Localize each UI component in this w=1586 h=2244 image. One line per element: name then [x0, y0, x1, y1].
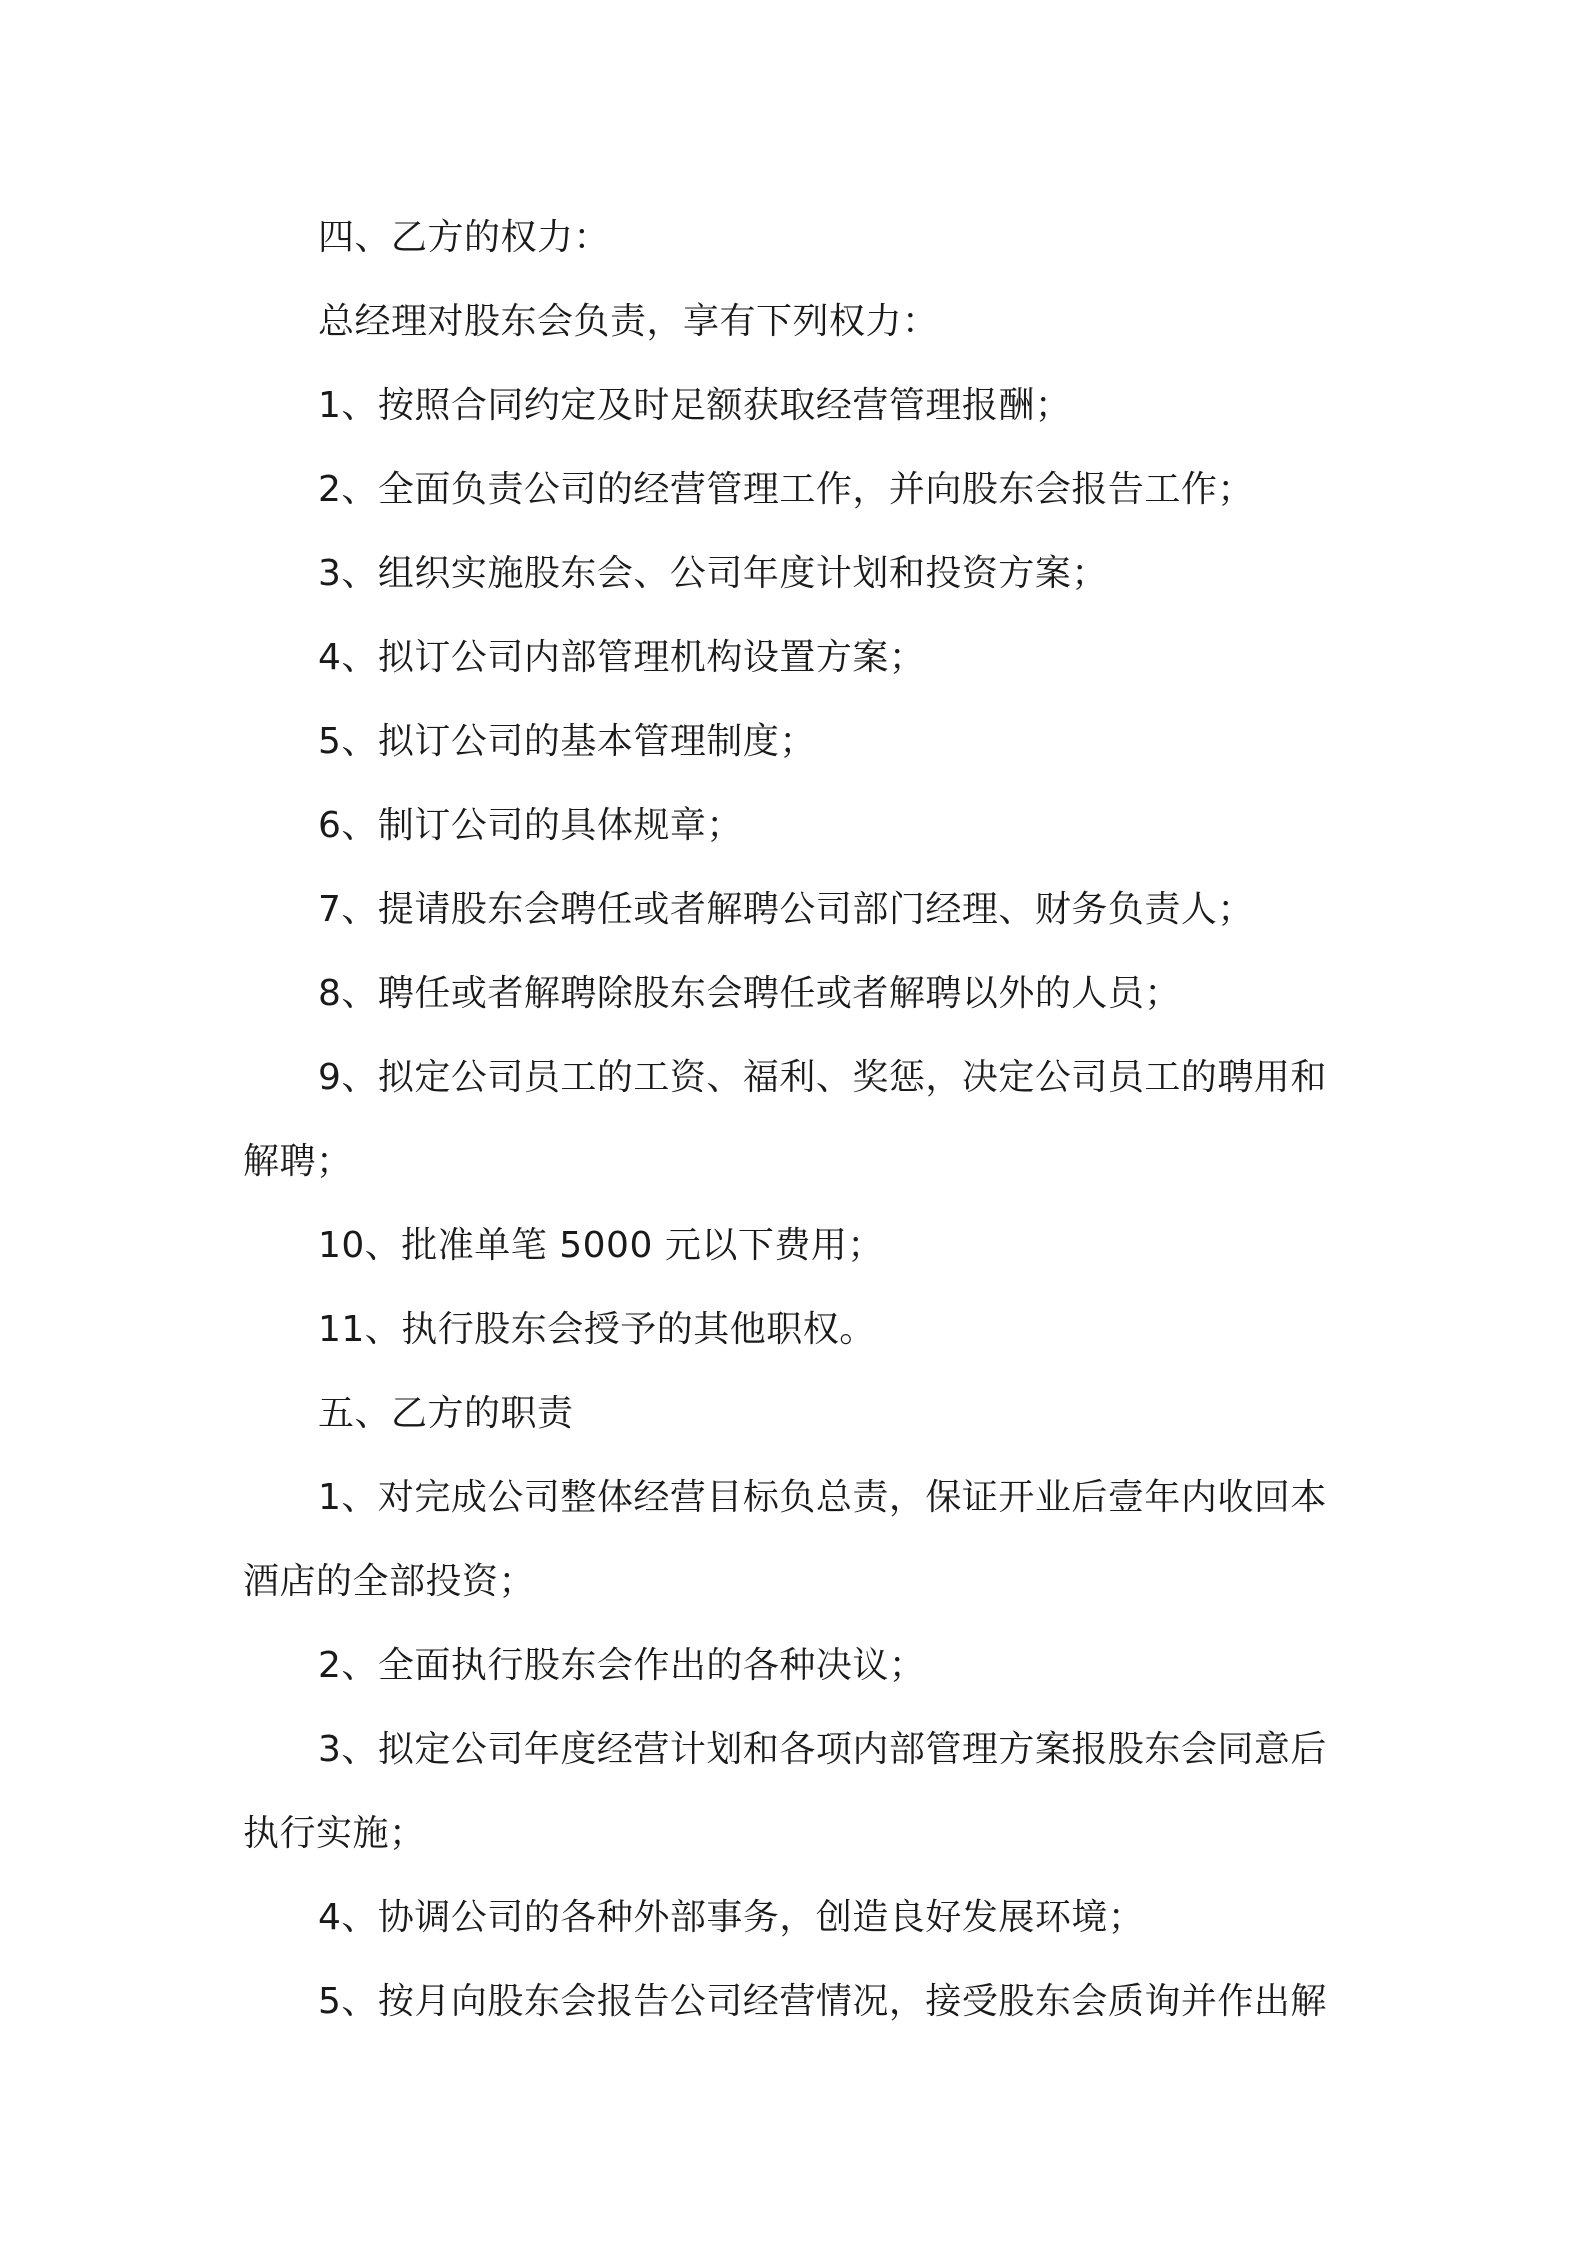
duties-item-5: 5、按月向股东会报告公司经营情况，接受股东会质询并作出解 [318, 1981, 1327, 2022]
rights-item-9: 9、拟定公司员工的工资、福利、奖惩，决定公司员工的聘用和解聘； [243, 1057, 1327, 1182]
duties-item-4: 4、协调公司的各种外部事务，创造良好发展环境； [318, 1897, 1145, 1938]
duties-item-2: 2、全面执行股东会作出的各种决议； [318, 1645, 926, 1686]
section-heading-rights: 四、乙方的权力： [318, 217, 611, 258]
rights-intro: 总经理对股东会负责，享有下列权力： [318, 301, 939, 342]
rights-item-10: 10、批准单笔 5000 元以下费用； [318, 1225, 884, 1266]
rights-item-7: 7、提请股东会聘任或者解聘公司部门经理、财务负责人； [318, 889, 1254, 930]
rights-item-1: 1、按照合同约定及时足额获取经营管理报酬； [318, 385, 1072, 426]
duties-item-3: 3、拟定公司年度经营计划和各项内部管理方案报股东会同意后执行实施； [243, 1729, 1327, 1854]
rights-item-4: 4、拟订公司内部管理机构设置方案； [318, 637, 926, 678]
document-body [243, 196, 1353, 2044]
section-heading-duties: 五、乙方的职责 [318, 1393, 574, 1434]
rights-item-3: 3、组织实施股东会、公司年度计划和投资方案； [318, 553, 1108, 594]
rights-item-6: 6、制订公司的具体规章； [318, 805, 743, 846]
rights-item-8: 8、聘任或者解聘除股东会聘任或者解聘以外的人员； [318, 973, 1181, 1014]
rights-item-5: 5、拟订公司的基本管理制度； [318, 721, 816, 762]
rights-item-2: 2、全面负责公司的经营管理工作，并向股东会报告工作； [318, 469, 1254, 510]
duties-item-1: 1、对完成公司整体经营目标负总责，保证开业后壹年内收回本酒店的全部投资； [243, 1477, 1327, 1602]
rights-item-11: 11、执行股东会授予的其他职权。 [318, 1309, 876, 1350]
